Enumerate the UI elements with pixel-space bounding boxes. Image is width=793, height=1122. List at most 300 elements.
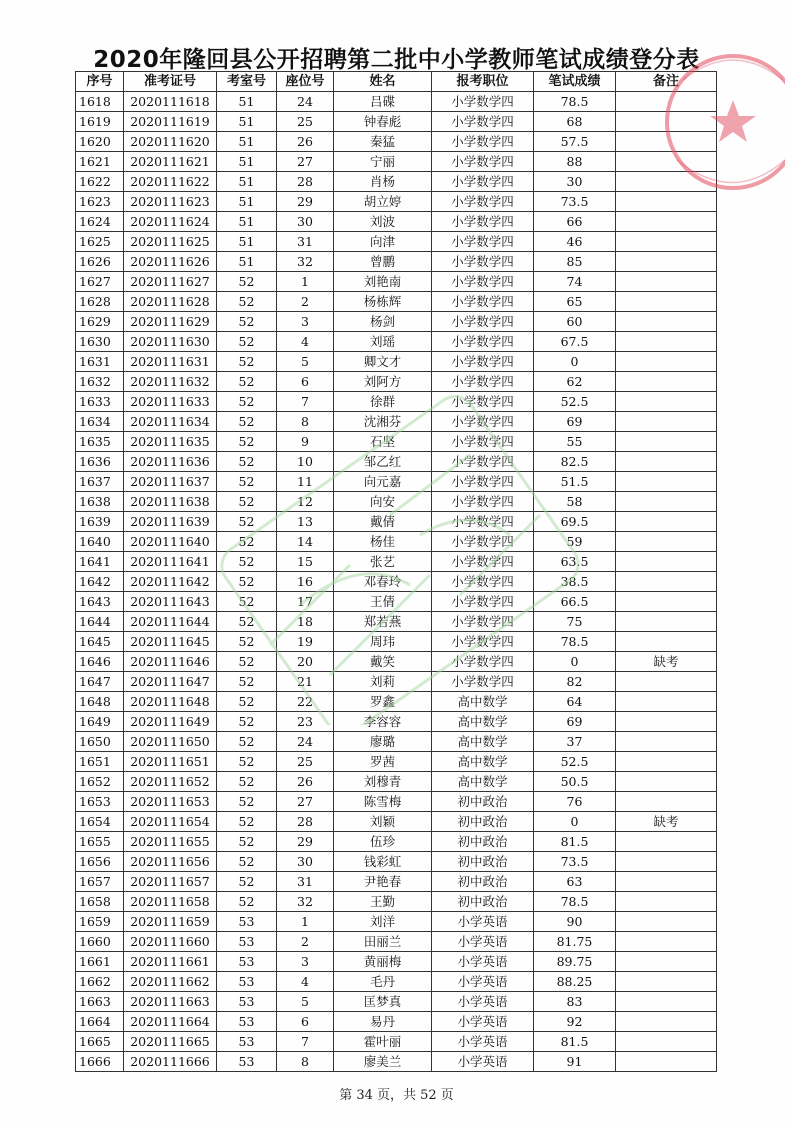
- table-row: [76, 772, 717, 792]
- room-cell: 53: [217, 1052, 277, 1072]
- name-cell: 卿文才: [334, 352, 432, 372]
- score-cell: 76: [534, 792, 616, 812]
- index-cell: 1626: [76, 252, 124, 272]
- score-cell: 91: [534, 1052, 616, 1072]
- room-cell: 52: [217, 732, 277, 752]
- score-cell: 69.5: [534, 512, 616, 532]
- name-cell: 向津: [334, 232, 432, 252]
- name-cell: 钱彩虹: [334, 852, 432, 872]
- ticket-cell: 2020111655: [124, 832, 217, 852]
- name-cell: 秦猛: [334, 132, 432, 152]
- table-row: [76, 892, 717, 912]
- index-cell: 1634: [76, 412, 124, 432]
- name-cell: 刘颖: [334, 812, 432, 832]
- table-row: [76, 252, 717, 272]
- position-cell: 小学数学四: [432, 652, 534, 672]
- room-cell: 52: [217, 672, 277, 692]
- room-cell: 51: [217, 232, 277, 252]
- index-cell: 1645: [76, 632, 124, 652]
- remark-cell: [616, 432, 717, 452]
- remark-cell: [616, 372, 717, 392]
- score-cell: 73.5: [534, 192, 616, 212]
- position-cell: 小学数学四: [432, 412, 534, 432]
- seat-cell: 28: [277, 172, 334, 192]
- remark-cell: [616, 732, 717, 752]
- room-cell: 52: [217, 512, 277, 532]
- index-cell: 1653: [76, 792, 124, 812]
- table-row: [76, 312, 717, 332]
- seat-cell: 8: [277, 1052, 334, 1072]
- position-cell: 小学数学四: [432, 112, 534, 132]
- name-cell: 廖美兰: [334, 1052, 432, 1072]
- index-cell: 1630: [76, 332, 124, 352]
- seat-cell: 5: [277, 992, 334, 1012]
- score-cell: 38.5: [534, 572, 616, 592]
- score-cell: 78.5: [534, 892, 616, 912]
- table-row: [76, 232, 717, 252]
- index-cell: 1646: [76, 652, 124, 672]
- name-cell: 曾鹏: [334, 252, 432, 272]
- room-cell: 52: [217, 632, 277, 652]
- name-cell: 刘穆青: [334, 772, 432, 792]
- remark-cell: [616, 272, 717, 292]
- position-cell: 小学数学四: [432, 392, 534, 412]
- room-cell: 51: [217, 152, 277, 172]
- index-cell: 1639: [76, 512, 124, 532]
- name-cell: 刘瑶: [334, 332, 432, 352]
- watermark-stamp: [210, 395, 590, 725]
- seat-cell: 24: [277, 732, 334, 752]
- room-cell: 53: [217, 1032, 277, 1052]
- room-cell: 52: [217, 772, 277, 792]
- score-cell: 52.5: [534, 392, 616, 412]
- seat-cell: 20: [277, 652, 334, 672]
- score-cell: 59: [534, 532, 616, 552]
- room-cell: 52: [217, 312, 277, 332]
- ticket-cell: 2020111651: [124, 752, 217, 772]
- room-cell: 52: [217, 552, 277, 572]
- name-cell: 向安: [334, 492, 432, 512]
- name-cell: 邹乙红: [334, 452, 432, 472]
- seat-cell: 18: [277, 612, 334, 632]
- seat-cell: 6: [277, 1012, 334, 1032]
- score-cell: 74: [534, 272, 616, 292]
- seat-cell: 5: [277, 352, 334, 372]
- seat-cell: 31: [277, 872, 334, 892]
- page-footer: 第 34 页，共 52 页: [339, 1088, 454, 1103]
- name-cell: 匡梦真: [334, 992, 432, 1012]
- remark-cell: [616, 452, 717, 472]
- score-cell: 78.5: [534, 92, 616, 112]
- remark-cell: [616, 872, 717, 892]
- name-cell: 罗鑫: [334, 692, 432, 712]
- index-cell: 1619: [76, 112, 124, 132]
- ticket-cell: 2020111659: [124, 912, 217, 932]
- room-cell: 52: [217, 852, 277, 872]
- name-cell: 杨佳: [334, 532, 432, 552]
- position-cell: 初中政治: [432, 812, 534, 832]
- name-cell: 易丹: [334, 1012, 432, 1032]
- remark-cell: [616, 592, 717, 612]
- position-cell: 小学数学四: [432, 372, 534, 392]
- name-cell: 向元嘉: [334, 472, 432, 492]
- name-cell: 胡立婷: [334, 192, 432, 212]
- index-cell: 1637: [76, 472, 124, 492]
- score-cell: 57.5: [534, 132, 616, 152]
- seat-cell: 13: [277, 512, 334, 532]
- room-cell: 52: [217, 532, 277, 552]
- room-cell: 52: [217, 392, 277, 412]
- score-cell: 88.25: [534, 972, 616, 992]
- seat-cell: 14: [277, 532, 334, 552]
- score-cell: 0: [534, 812, 616, 832]
- room-cell: 51: [217, 112, 277, 132]
- ticket-cell: 2020111662: [124, 972, 217, 992]
- ticket-cell: 2020111629: [124, 312, 217, 332]
- room-cell: 52: [217, 892, 277, 912]
- index-cell: 1654: [76, 812, 124, 832]
- position-cell: 小学数学四: [432, 592, 534, 612]
- index-cell: 1663: [76, 992, 124, 1012]
- seat-cell: 31: [277, 232, 334, 252]
- ticket-cell: 2020111636: [124, 452, 217, 472]
- seat-cell: 7: [277, 392, 334, 412]
- remark-cell: [616, 552, 717, 572]
- seat-cell: 22: [277, 692, 334, 712]
- ticket-cell: 2020111641: [124, 552, 217, 572]
- position-cell: 小学数学四: [432, 532, 534, 552]
- seat-cell: 27: [277, 792, 334, 812]
- remark-cell: [616, 1052, 717, 1072]
- score-cell: 60: [534, 312, 616, 332]
- remark-cell: [616, 712, 717, 732]
- index-cell: 1618: [76, 92, 124, 112]
- index-cell: 1647: [76, 672, 124, 692]
- ticket-cell: 2020111626: [124, 252, 217, 272]
- table-row: [76, 272, 717, 292]
- index-cell: 1638: [76, 492, 124, 512]
- name-cell: 田丽兰: [334, 932, 432, 952]
- remark-cell: [616, 832, 717, 852]
- position-cell: 初中政治: [432, 892, 534, 912]
- index-cell: 1651: [76, 752, 124, 772]
- name-cell: 宁丽: [334, 152, 432, 172]
- seat-cell: 4: [277, 972, 334, 992]
- index-cell: 1627: [76, 272, 124, 292]
- seat-cell: 1: [277, 912, 334, 932]
- position-cell: 小学英语: [432, 1012, 534, 1032]
- score-cell: 0: [534, 352, 616, 372]
- remark-cell: [616, 692, 717, 712]
- ticket-cell: 2020111660: [124, 932, 217, 952]
- position-cell: 小学英语: [432, 1052, 534, 1072]
- col-header-index: 序号: [76, 72, 124, 92]
- remark-cell: [616, 752, 717, 772]
- name-cell: 伍珍: [334, 832, 432, 852]
- index-cell: 1636: [76, 452, 124, 472]
- score-cell: 55: [534, 432, 616, 452]
- index-cell: 1650: [76, 732, 124, 752]
- table-row: [76, 1052, 717, 1072]
- position-cell: 初中政治: [432, 792, 534, 812]
- seat-cell: 25: [277, 112, 334, 132]
- name-cell: 张艺: [334, 552, 432, 572]
- room-cell: 52: [217, 352, 277, 372]
- name-cell: 戴笑: [334, 652, 432, 672]
- table-row: [76, 332, 717, 352]
- room-cell: 53: [217, 1012, 277, 1032]
- remark-cell: [616, 292, 717, 312]
- position-cell: 小学数学四: [432, 332, 534, 352]
- table-row: [76, 1032, 717, 1052]
- seat-cell: 27: [277, 152, 334, 172]
- col-header-remark: 备注: [616, 72, 717, 92]
- index-cell: 1641: [76, 552, 124, 572]
- seat-cell: 30: [277, 212, 334, 232]
- index-cell: 1662: [76, 972, 124, 992]
- remark-cell: [616, 932, 717, 952]
- ticket-cell: 2020111647: [124, 672, 217, 692]
- ticket-cell: 2020111619: [124, 112, 217, 132]
- col-header-room: 考室号: [217, 72, 277, 92]
- table-row: [76, 812, 717, 832]
- remark-cell: [616, 312, 717, 332]
- remark-cell: [616, 392, 717, 412]
- remark-cell: [616, 632, 717, 652]
- position-cell: 小学数学四: [432, 352, 534, 372]
- position-cell: 高中数学: [432, 732, 534, 752]
- room-cell: 52: [217, 472, 277, 492]
- score-cell: 52.5: [534, 752, 616, 772]
- ticket-cell: 2020111631: [124, 352, 217, 372]
- index-cell: 1622: [76, 172, 124, 192]
- name-cell: 李容容: [334, 712, 432, 732]
- name-cell: 刘阿方: [334, 372, 432, 392]
- ticket-cell: 2020111649: [124, 712, 217, 732]
- remark-cell: [616, 512, 717, 532]
- room-cell: 52: [217, 592, 277, 612]
- seat-cell: 16: [277, 572, 334, 592]
- room-cell: 51: [217, 172, 277, 192]
- position-cell: 小学数学四: [432, 312, 534, 332]
- index-cell: 1643: [76, 592, 124, 612]
- remark-cell: [616, 852, 717, 872]
- ticket-cell: 2020111625: [124, 232, 217, 252]
- name-cell: 王倩: [334, 592, 432, 612]
- table-row: [76, 852, 717, 872]
- name-cell: 钟春彪: [334, 112, 432, 132]
- name-cell: 黄丽梅: [334, 952, 432, 972]
- remark-cell: [616, 352, 717, 372]
- index-cell: 1628: [76, 292, 124, 312]
- ticket-cell: 2020111657: [124, 872, 217, 892]
- ticket-cell: 2020111640: [124, 532, 217, 552]
- remark-cell: [616, 952, 717, 972]
- ticket-cell: 2020111646: [124, 652, 217, 672]
- room-cell: 52: [217, 652, 277, 672]
- table-row: [76, 932, 717, 952]
- position-cell: 小学数学四: [432, 272, 534, 292]
- position-cell: 小学英语: [432, 912, 534, 932]
- table-row: [76, 792, 717, 812]
- position-cell: 小学数学四: [432, 492, 534, 512]
- ticket-cell: 2020111624: [124, 212, 217, 232]
- seat-cell: 25: [277, 752, 334, 772]
- index-cell: 1648: [76, 692, 124, 712]
- name-cell: 陈雪梅: [334, 792, 432, 812]
- ticket-cell: 2020111643: [124, 592, 217, 612]
- seat-cell: 29: [277, 192, 334, 212]
- score-cell: 67.5: [534, 332, 616, 352]
- seat-cell: 23: [277, 712, 334, 732]
- score-cell: 64: [534, 692, 616, 712]
- table-row: [76, 872, 717, 892]
- index-cell: 1631: [76, 352, 124, 372]
- position-cell: 初中政治: [432, 832, 534, 852]
- index-cell: 1640: [76, 532, 124, 552]
- position-cell: 初中政治: [432, 872, 534, 892]
- index-cell: 1629: [76, 312, 124, 332]
- position-cell: 高中数学: [432, 692, 534, 712]
- seat-cell: 10: [277, 452, 334, 472]
- position-cell: 小学英语: [432, 972, 534, 992]
- ticket-cell: 2020111634: [124, 412, 217, 432]
- col-header-position: 报考职位: [432, 72, 534, 92]
- position-cell: 小学数学四: [432, 552, 534, 572]
- room-cell: 52: [217, 872, 277, 892]
- room-cell: 53: [217, 972, 277, 992]
- seat-cell: 11: [277, 472, 334, 492]
- name-cell: 王勤: [334, 892, 432, 912]
- seat-cell: 28: [277, 812, 334, 832]
- position-cell: 小学数学四: [432, 512, 534, 532]
- score-cell: 90: [534, 912, 616, 932]
- room-cell: 52: [217, 712, 277, 732]
- position-cell: 高中数学: [432, 752, 534, 772]
- score-cell: 73.5: [534, 852, 616, 872]
- remark-cell: [616, 412, 717, 432]
- remark-cell: [616, 532, 717, 552]
- ticket-cell: 2020111654: [124, 812, 217, 832]
- ticket-cell: 2020111638: [124, 492, 217, 512]
- col-header-seat: 座位号: [277, 72, 334, 92]
- index-cell: 1665: [76, 1032, 124, 1052]
- position-cell: 小学数学四: [432, 452, 534, 472]
- index-cell: 1624: [76, 212, 124, 232]
- seat-cell: 6: [277, 372, 334, 392]
- seat-cell: 19: [277, 632, 334, 652]
- name-cell: 戴倩: [334, 512, 432, 532]
- seat-cell: 7: [277, 1032, 334, 1052]
- remark-cell: [616, 612, 717, 632]
- ticket-cell: 2020111661: [124, 952, 217, 972]
- index-cell: 1652: [76, 772, 124, 792]
- ticket-cell: 2020111630: [124, 332, 217, 352]
- index-cell: 1632: [76, 372, 124, 392]
- seat-cell: 29: [277, 832, 334, 852]
- official-seal-stamp: [585, 40, 785, 200]
- index-cell: 1658: [76, 892, 124, 912]
- ticket-cell: 2020111648: [124, 692, 217, 712]
- room-cell: 51: [217, 252, 277, 272]
- table-row: [76, 992, 717, 1012]
- room-cell: 51: [217, 132, 277, 152]
- name-cell: 刘艳南: [334, 272, 432, 292]
- ticket-cell: 2020111663: [124, 992, 217, 1012]
- room-cell: 51: [217, 92, 277, 112]
- seat-cell: 32: [277, 892, 334, 912]
- ticket-cell: 2020111652: [124, 772, 217, 792]
- ticket-cell: 2020111633: [124, 392, 217, 412]
- room-cell: 53: [217, 992, 277, 1012]
- remark-cell: [616, 332, 717, 352]
- score-cell: 66.5: [534, 592, 616, 612]
- position-cell: 高中数学: [432, 772, 534, 792]
- col-header-name: 姓名: [334, 72, 432, 92]
- score-cell: 83: [534, 992, 616, 1012]
- index-cell: 1661: [76, 952, 124, 972]
- table-row: [76, 292, 717, 312]
- ticket-cell: 2020111665: [124, 1032, 217, 1052]
- index-cell: 1659: [76, 912, 124, 932]
- room-cell: 51: [217, 192, 277, 212]
- room-cell: 53: [217, 952, 277, 972]
- ticket-cell: 2020111620: [124, 132, 217, 152]
- remark-cell: [616, 672, 717, 692]
- remark-cell: 缺考: [616, 652, 717, 672]
- name-cell: 刘波: [334, 212, 432, 232]
- score-cell: 46: [534, 232, 616, 252]
- score-cell: 51.5: [534, 472, 616, 492]
- name-cell: 廖璐: [334, 732, 432, 752]
- table-row: [76, 212, 717, 232]
- room-cell: 52: [217, 792, 277, 812]
- position-cell: 小学数学四: [432, 192, 534, 212]
- room-cell: 52: [217, 412, 277, 432]
- name-cell: 沈湘芬: [334, 412, 432, 432]
- score-cell: 66: [534, 212, 616, 232]
- index-cell: 1642: [76, 572, 124, 592]
- remark-cell: [616, 1032, 717, 1052]
- score-cell: 82: [534, 672, 616, 692]
- table-row: [76, 752, 717, 772]
- table-row: [76, 732, 717, 752]
- remark-cell: [616, 772, 717, 792]
- ticket-cell: 2020111637: [124, 472, 217, 492]
- remark-cell: [616, 892, 717, 912]
- score-cell: 82.5: [534, 452, 616, 472]
- position-cell: 小学数学四: [432, 612, 534, 632]
- position-cell: 小学英语: [432, 1032, 534, 1052]
- name-cell: 刘莉: [334, 672, 432, 692]
- ticket-cell: 2020111653: [124, 792, 217, 812]
- name-cell: 杨栋辉: [334, 292, 432, 312]
- room-cell: 53: [217, 912, 277, 932]
- name-cell: 吕碟: [334, 92, 432, 112]
- ticket-cell: 2020111618: [124, 92, 217, 112]
- ticket-cell: 2020111666: [124, 1052, 217, 1072]
- score-cell: 69: [534, 412, 616, 432]
- score-cell: 69: [534, 712, 616, 732]
- remark-cell: [616, 252, 717, 272]
- name-cell: 毛丹: [334, 972, 432, 992]
- seat-cell: 2: [277, 932, 334, 952]
- position-cell: 小学数学四: [432, 432, 534, 452]
- score-cell: 50.5: [534, 772, 616, 792]
- position-cell: 小学英语: [432, 952, 534, 972]
- score-cell: 63.5: [534, 552, 616, 572]
- position-cell: 小学数学四: [432, 152, 534, 172]
